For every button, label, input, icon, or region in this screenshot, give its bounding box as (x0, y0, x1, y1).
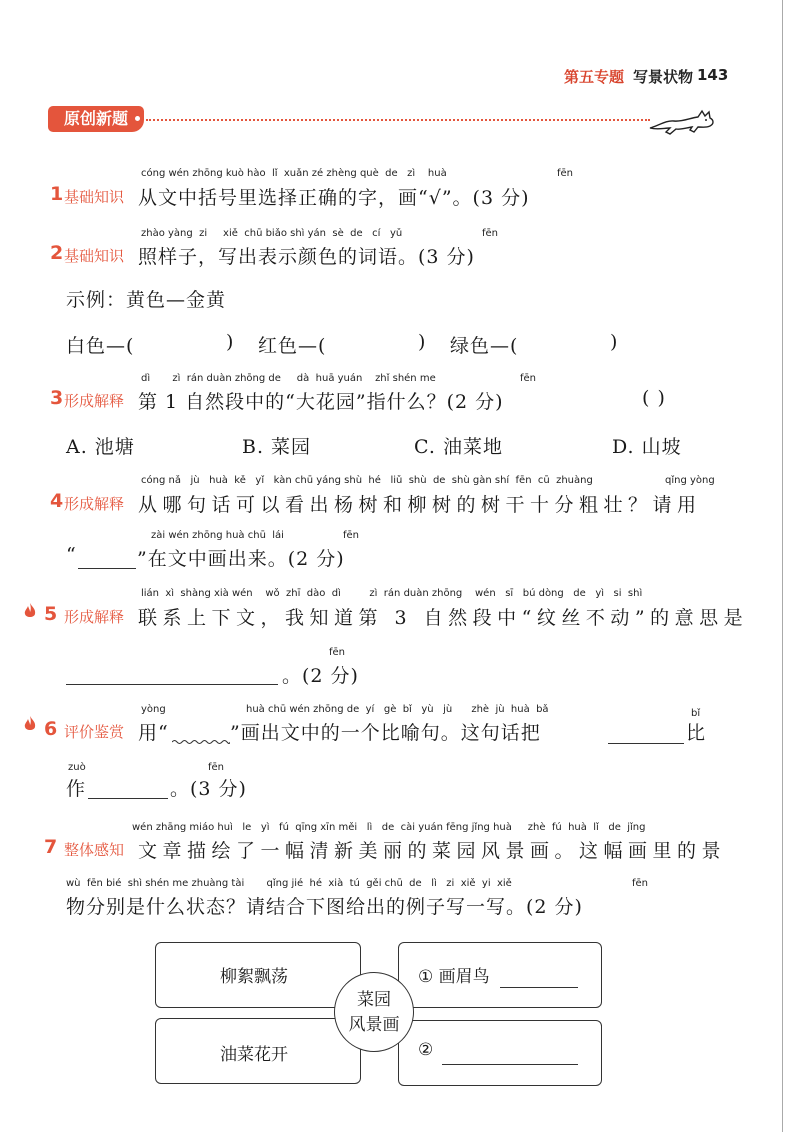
q4-text: 从哪句话可以看出杨树和柳树的树干十分粗壮？请用 (138, 494, 702, 516)
q2-blank-green-close: ) (610, 331, 619, 353)
q4-answer-line[interactable] (78, 568, 136, 569)
q2-number: 2 (50, 242, 64, 264)
q6-tag: 评价鉴赏 (64, 723, 125, 741)
q3-answer-paren: ( ) (642, 387, 666, 409)
q3-option-d: D. 山坡 (612, 436, 682, 458)
q5-text: 联系上下文，我知道第 3 自然段中“纹丝不动”的意思是 (138, 607, 749, 629)
q3-tag: 形成解释 (64, 392, 125, 410)
q2-text: 照样子，写出表示颜色的词语。(3 分) (138, 246, 475, 268)
header-chapter: 第五专题 (564, 68, 625, 86)
q2-blank-white-close: ) (226, 331, 235, 353)
q7-pinyin: wén zhāng miáo huì le yì fú qīng xīn měi lì de cài yuán fēng jǐng huà zhè fú huà lǐ de jǐng (132, 822, 646, 833)
q1-text: 从文中括号里选择正确的字，画“√”。(3 分) (138, 187, 530, 209)
q3-option-c: C. 油菜地 (414, 436, 503, 458)
q5-tag: 形成解释 (64, 608, 125, 626)
q4-quote-open: “ (66, 544, 77, 566)
q4-text2: ”在文中画出来。(2 分) (137, 548, 345, 570)
q3-option-b: B. 菜园 (242, 436, 312, 458)
q6-text-c: 比 (686, 722, 707, 744)
q4-number: 4 (50, 490, 64, 512)
diagram-box-blank-text: ② (418, 1040, 434, 1060)
dotted-divider (146, 119, 650, 121)
q7-number: 7 (44, 836, 58, 858)
q3-text: 第 1 自然段中的“大花园”指什么？(2 分) (138, 391, 504, 413)
q3-pinyin: dì zì rán duàn zhōng de dà huā yuán zhǐ shén me (141, 373, 436, 384)
q7-pinyin2-score: fēn (632, 878, 649, 889)
diagram-answer-line-1[interactable] (500, 987, 578, 988)
q5-answer-line[interactable] (66, 684, 278, 685)
q5-pinyin2-score: fēn (329, 647, 346, 658)
q5-number: 5 (44, 603, 58, 625)
q4-pinyin2-score: fēn (343, 530, 360, 541)
q3-option-a: A. 池塘 (66, 436, 135, 458)
q6-text-a: 用“ (138, 722, 169, 744)
q6-text2-b: 。(3 分) (170, 778, 247, 800)
q6-pinyin2: zuò (68, 762, 86, 773)
q7-text2: 物分别是什么状态？请结合下图给出的例子写一写。(2 分) (66, 896, 583, 918)
q2-pinyin: zhào yàng zi xiě chū biǎo shì yán sè de cí yǔ (141, 228, 403, 239)
q5-pinyin: lián xì shàng xià wén wǒ zhī dào dì zì rán duàn zhōng wén sī bú dòng de yì si shì (141, 588, 643, 599)
q2-tag: 基础知识 (64, 247, 125, 265)
q3-number: 3 (50, 387, 64, 409)
q1-number: 1 (50, 183, 64, 205)
q6-pinyin-end: bǐ (691, 708, 701, 719)
q6-text2-a: 作 (66, 778, 87, 800)
q6-pinyin2-score: fēn (208, 762, 225, 773)
q5-text2: 。(2 分) (282, 665, 359, 687)
q1-tag: 基础知识 (64, 188, 125, 206)
q2-blank-green-open: 绿色—( (450, 335, 519, 357)
q7-text: 文章描绘了一幅清新美丽的菜园风景画。这幅画里的景 (138, 840, 727, 862)
q6-wavy-line[interactable] (172, 739, 230, 745)
q3-pinyin-score: fēn (520, 373, 537, 384)
q2-pinyin-score: fēn (482, 228, 499, 239)
q4-tag: 形成解释 (64, 495, 125, 513)
badge-label: 原创新题 (63, 109, 128, 128)
fire-icon (24, 603, 36, 619)
q2-blank-white-open: 白色—( (66, 335, 135, 357)
header-topic: 写景状物 (633, 68, 694, 86)
q1-pinyin: cóng wén zhōng kuò hào lǐ xuǎn zé zhèng què de zì huà (141, 168, 447, 179)
badge-dot (135, 116, 140, 121)
q2-blank-red-open: 红色—( (258, 335, 327, 357)
q6-text-b: ”画出文中的一个比喻句。这句话把 (230, 722, 541, 744)
cat-icon (648, 106, 720, 138)
diagram-answer-line-2[interactable] (442, 1064, 578, 1065)
q6-answer-line-1[interactable] (608, 743, 684, 744)
q1-pinyin-score: fēn (557, 168, 574, 179)
q6-pinyin-a: yòng (141, 704, 166, 715)
q4-pinyin2: zài wén zhōng huà chū lái (151, 530, 284, 541)
diagram-box-rapeseed-text: 油菜花开 (220, 1045, 288, 1065)
q4-pinyin: cóng nǎ jù huà kě yǐ kàn chū yáng shù hé liǔ shù de shù gàn shí fēn cū zhuàng (141, 475, 593, 486)
diagram-box-thrush-text: ① 画眉鸟 (418, 967, 490, 987)
q6-answer-line-2[interactable] (88, 798, 168, 799)
q2-example: 示例：黄色—金黄 (66, 289, 227, 311)
q6-number: 6 (44, 718, 58, 740)
original-new-questions-badge (48, 106, 144, 132)
q6-pinyin: huà chū wén zhōng de yí gè bǐ yù jù zhè jù huà bǎ (246, 704, 549, 715)
fire-icon (24, 716, 36, 732)
q7-tag: 整体感知 (64, 841, 125, 859)
diagram-center-line1: 菜园 (357, 990, 391, 1010)
q2-blank-red-close: ) (418, 331, 427, 353)
q7-pinyin2: wù fēn bié shì shén me zhuàng tài qǐng jié hé xià tú gěi chū de lì zi xiě yi xiě (66, 878, 512, 889)
page-number: 143 (697, 66, 729, 84)
page-edge (782, 0, 783, 1132)
diagram-box-willow-text: 柳絮飘荡 (220, 967, 288, 987)
q4-pinyin-tail: qǐng yòng (665, 475, 715, 486)
diagram-center-line2: 风景画 (348, 1015, 400, 1035)
